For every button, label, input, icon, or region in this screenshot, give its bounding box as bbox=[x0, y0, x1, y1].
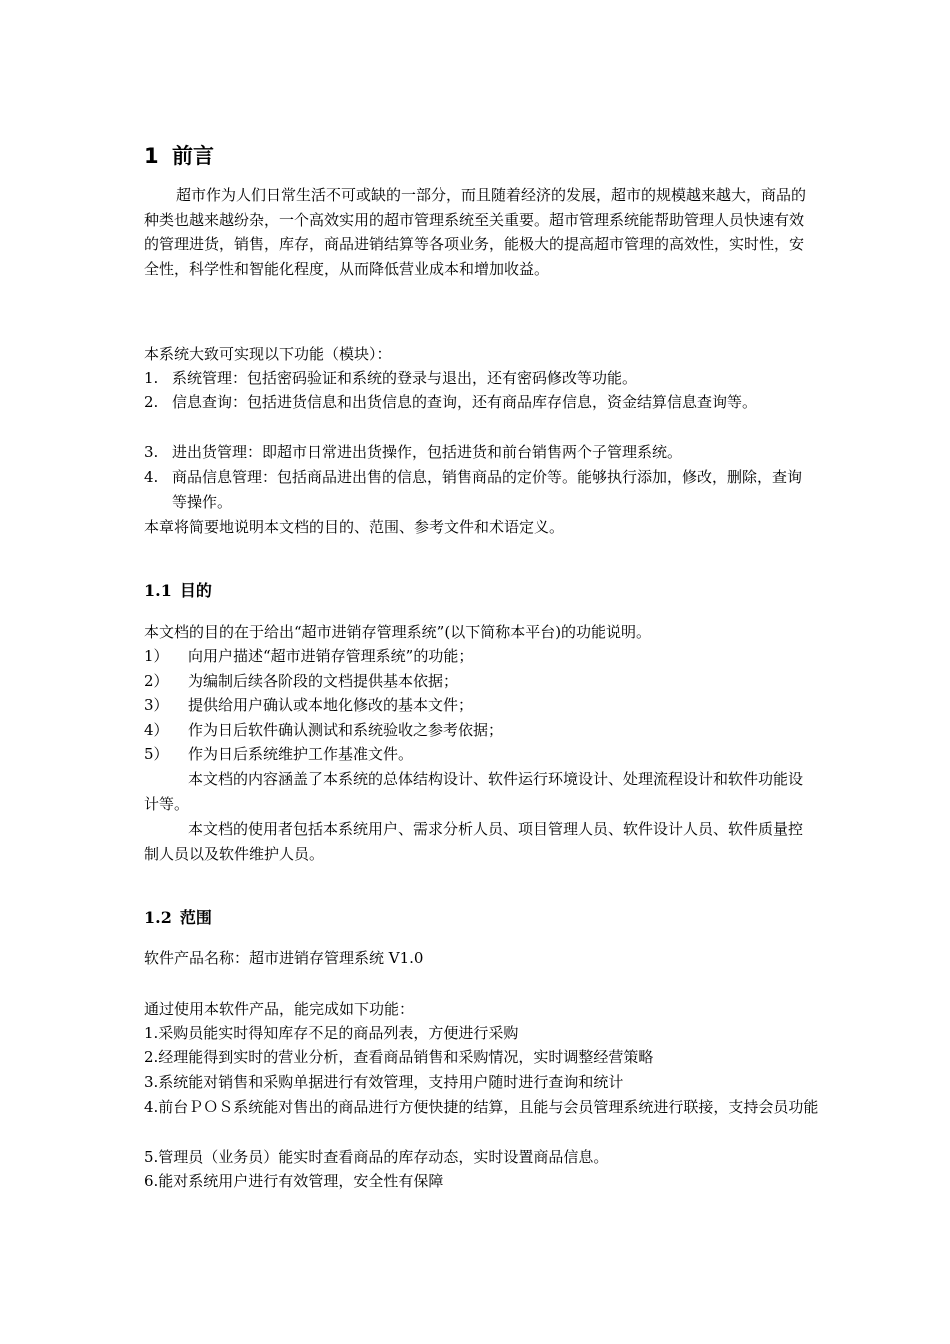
list-text: 向用户描述“超市进销存管理系统”的功能； bbox=[188, 647, 474, 665]
product-name: 软件产品名称：超市进销存管理系统 V1.0 bbox=[144, 949, 424, 967]
list-text: 系统管理：包括密码验证和系统的登录与退出，还有密码修改等功能。 bbox=[172, 369, 638, 387]
list-marker: 1. bbox=[144, 369, 159, 387]
chapter-note: 本章将简要地说明本文档的目的、范围、参考文件和术语定义。 bbox=[144, 518, 565, 536]
list-text: 信息查询：包括进货信息和出货信息的查询，还有商品库存信息，资金结算信息查询等。 bbox=[172, 393, 758, 411]
list-text: 为编制后续各阶段的文档提供基本依据； bbox=[188, 672, 459, 690]
list-marker: 2. bbox=[144, 393, 159, 411]
feature-item: 6.能对系统用户进行有效管理，安全性有保障 bbox=[144, 1172, 444, 1190]
chapter-number: 1 bbox=[144, 144, 159, 168]
section-title: 范围 bbox=[179, 908, 212, 927]
list-marker: 4） bbox=[144, 721, 169, 739]
purpose-paragraph-1: 本文档的内容涵盖了本系统的总体结构设计、软件运行环境设计、处理流程设计和软件功能设计等。 bbox=[144, 770, 804, 813]
list-text: 作为日后软件确认测试和系统验收之参考依据； bbox=[188, 721, 504, 739]
purpose-item bbox=[144, 693, 812, 718]
list-text: 进出货管理：即超市日常进出货操作，包括进货和前台销售两个子管理系统。 bbox=[172, 443, 683, 461]
list-text: 作为日后系统维护工作基准文件。 bbox=[188, 745, 414, 763]
list-marker: 1） bbox=[144, 647, 169, 665]
purpose-item bbox=[144, 718, 812, 743]
purpose-paragraph-2: 本文档的使用者包括本系统用户、需求分析人员、项目管理人员、软件设计人员、软件质量控制人员以及软件维护人员。 bbox=[144, 820, 804, 863]
purpose-item bbox=[144, 669, 812, 694]
modules-intro: 本系统大致可实现以下功能（模块）： bbox=[144, 345, 392, 363]
module-item bbox=[144, 366, 812, 391]
chapter-title: 前言 bbox=[172, 144, 214, 168]
feature-item: 5.管理员（业务员）能实时查看商品的库存动态，实时设置商品信息。 bbox=[144, 1148, 609, 1166]
module-item bbox=[144, 465, 812, 514]
intro-paragraph: 超市作为人们日常生活不可或缺的一部分，而且随着经济的发展，超市的规模越来越大，商品的种类也越来越纷杂，一个高效实用的超市管理系统至关重要。超市管理系统能帮助管理人员快速有效的管理进货，销售，库存，商品进销结算等各项业务，能极大的提高超市管理的高效性，实时性，安全性，科学性和智能化程度，从而降低营业成本和增加收益。 bbox=[144, 186, 807, 278]
module-item bbox=[144, 390, 812, 415]
section-title: 目的 bbox=[179, 581, 212, 600]
module-item bbox=[144, 440, 812, 465]
purpose-lead: 本文档的目的在于给出“超市进销存管理系统”(以下简称本平台)的功能说明。 bbox=[144, 623, 652, 641]
chapter-heading bbox=[144, 143, 214, 169]
feature-item: 1.采购员能实时得知库存不足的商品列表，方便进行采购 bbox=[144, 1024, 519, 1042]
feature-item: 4.前台ＰＯＳ系统能对售出的商品进行方便快捷的结算，且能与会员管理系统进行联接，支持会员功能 bbox=[144, 1098, 819, 1116]
list-marker: 3） bbox=[144, 696, 169, 714]
section-number: 1.1 bbox=[144, 581, 172, 600]
feature-item: 2.经理能得到实时的营业分析，查看商品销售和采购情况，实时调整经营策略 bbox=[144, 1048, 654, 1066]
section-heading-scope bbox=[144, 907, 212, 929]
list-marker: 2） bbox=[144, 672, 169, 690]
feature-item: 3.系统能对销售和采购单据进行有效管理，支持用户随时进行查询和统计 bbox=[144, 1073, 624, 1091]
list-marker: 4. bbox=[144, 468, 159, 486]
section-heading-purpose bbox=[144, 580, 212, 602]
features-intro: 通过使用本软件产品，能完成如下功能： bbox=[144, 1000, 415, 1018]
section-number: 1.2 bbox=[144, 908, 172, 927]
purpose-item bbox=[144, 644, 812, 669]
list-marker: 5） bbox=[144, 745, 169, 763]
list-text: 提供给用户确认或本地化修改的基本文件； bbox=[188, 696, 474, 714]
list-text: 商品信息管理：包括商品进出售的信息，销售商品的定价等。能够执行添加，修改，删除，查询等操作。 bbox=[172, 468, 803, 511]
purpose-item bbox=[144, 742, 812, 767]
list-marker: 3. bbox=[144, 443, 159, 461]
